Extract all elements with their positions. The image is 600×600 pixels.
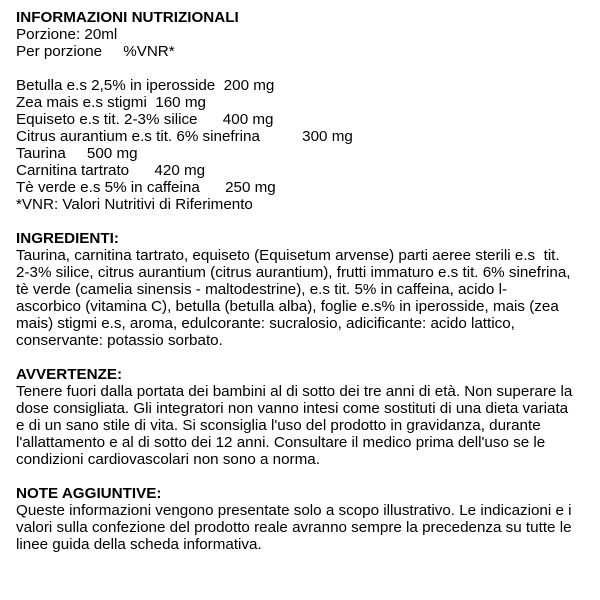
- ingredients-line: Taurina, carnitina tartrato, equiseto (Equisetum arvense) parti aeree sterili e.s tit.: [16, 247, 560, 264]
- vnr-footnote: *VNR: Valori Nutritivi di Riferimento: [16, 196, 253, 213]
- ingredients-line: mais) stigmi e.s, aroma, edulcorante: sucralosio, adicificante: acido lattico,: [16, 315, 515, 332]
- notes-heading: NOTE AGGIUNTIVE:: [16, 485, 162, 502]
- notes-line: linee guida della scheda informativa.: [16, 536, 262, 553]
- warnings-line: dose consigliata. Gli integratori non vanno intesi come sostituti di una dieta variata: [16, 400, 569, 417]
- warnings-heading: AVVERTENZE:: [16, 366, 123, 383]
- nutrient-item: Carnitina tartrato 420 mg: [16, 162, 206, 179]
- ingredients-line: tè verde (camelia sinensis - maltodestrine), e.s tit. 5% in caffeina, acido l-: [16, 281, 507, 298]
- nutrient-item: Betulla e.s 2,5% in iperosside 200 mg: [16, 77, 275, 94]
- warnings-section: [16, 366, 590, 468]
- ingredients-section: [16, 230, 590, 349]
- notes-line: Queste informazioni vengono presentate solo a scopo illustrativo. Le indicazioni e i: [16, 502, 572, 519]
- spacer: [16, 213, 590, 230]
- nutrient-item: Equiseto e.s tit. 2-3% silice 400 mg: [16, 111, 274, 128]
- spacer: [16, 468, 590, 485]
- notes-section: [16, 485, 590, 553]
- nutrient-item: Taurina 500 mg: [16, 145, 138, 162]
- ingredients-line: conservante: potassio sorbato.: [16, 332, 223, 349]
- nutrient-item: Citrus aurantium e.s tit. 6% sinefrina 300 mg: [16, 128, 353, 145]
- ingredients-line: ascorbico (vitamina C), betulla (betulla alba), foglie e.s% in iperosside, mais (zea: [16, 298, 559, 315]
- warnings-line: l'allattamento e al di sotto dei 12 anni. Consultare il medico prima dell'uso se le: [16, 434, 546, 451]
- nutrient-item: Tè verde e.s 5% in caffeina 250 mg: [16, 179, 276, 196]
- serving-size: Porzione: 20ml: [16, 26, 118, 43]
- spacer: [16, 349, 590, 366]
- notes-line: valori sulla confezione del prodotto reale avranno sempre la precedenza su tutte le: [16, 519, 572, 536]
- nutrient-item: Zea mais e.s stigmi 160 mg: [16, 94, 206, 111]
- warnings-line: Tenere fuori dalla portata dei bambini al di sotto dei tre anni di età. Non superare la: [16, 383, 573, 400]
- per-portion-header: Per porzione %VNR*: [16, 43, 175, 60]
- ingredients-line: 2-3% silice, citrus aurantium (citrus aurantium), frutti immaturo e.s tit. 6% sinefrina,: [16, 264, 571, 281]
- ingredients-heading: INGREDIENTI:: [16, 230, 119, 247]
- warnings-line: e di un sano stile di vita. Si sconsiglia l'uso del prodotto in gravidanza, durante: [16, 417, 541, 434]
- spacer: [16, 60, 590, 77]
- nutrition-section: [16, 9, 590, 213]
- warnings-line: condizioni cardiovascolari non sono a norma.: [16, 451, 320, 468]
- nutrition-heading: INFORMAZIONI NUTRIZIONALI: [16, 9, 239, 26]
